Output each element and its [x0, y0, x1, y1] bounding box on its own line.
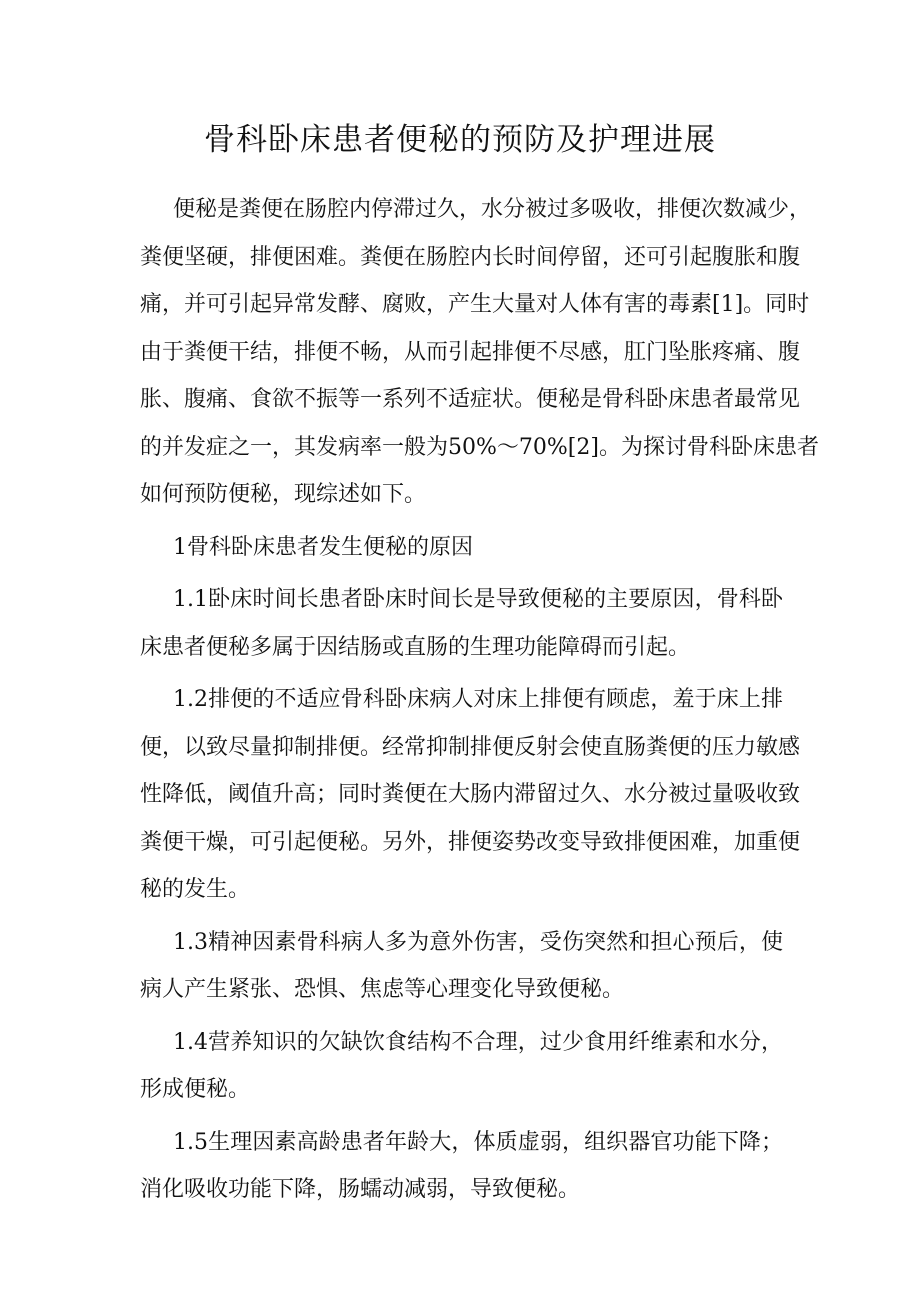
paragraph: [140, 186, 819, 519]
text-line: 便秘是粪便在肠腔内停滞过久，水分被过多吸收，排便次数减少，: [173, 197, 812, 222]
text-line: 如何预防便秘，现综述如下。: [140, 482, 427, 507]
text-line: 1骨科卧床患者发生便秘的原因: [173, 534, 473, 560]
text-line: 秘的发生。: [140, 877, 251, 902]
text-line: 病人产生紧张、恐惧、焦虑等心理变化导致便秘。: [140, 977, 625, 1002]
paragraph: [140, 1019, 783, 1114]
text-line: 1.3精神因素骨科病人多为意外伤害，受伤突然和担心预后，使: [173, 929, 783, 955]
text-line: 便，以致尽量抑制排便。经常抑制排便反射会使直肠粪便的压力敏感: [140, 734, 801, 760]
text-line: 由于粪便干结，排便不畅，从而引起排便不尽感，肛门坠胀疼痛、腹: [140, 339, 801, 365]
text-line: 1.5生理因素高龄患者年龄大，体质虚弱，组织器官功能下降；: [173, 1129, 783, 1155]
text-line: 床患者便秘多属于因结肠或直肠的生理功能障碍而引起。: [140, 634, 691, 660]
text-line: 1.2排便的不适应骨科卧床病人对床上排便有顾虑，羞于床上排: [173, 687, 783, 712]
text-line: 胀、腹痛、食欲不振等一系列不适症状。便秘是骨科卧床患者最常见: [140, 387, 801, 412]
text-line: 1.4营养知识的欠缺饮食结构不合理，过少食用纤维素和水分，: [173, 1029, 783, 1055]
document-title: 骨科卧床患者便秘的预防及护理进展: [204, 122, 716, 158]
text-line: 粪便干燥，可引起便秘。另外，排便姿势改变导致排便困难，加重便: [140, 829, 801, 855]
text-line: 性降低，阈值升高；同时粪便在大肠内滞留过久、水分被过量吸收致: [140, 782, 801, 807]
document-body: [140, 186, 819, 1219]
text-line: 痛，并可引起异常发酵、腐败，产生大量对人体有害的毒素[1]。同时: [140, 292, 810, 317]
paragraph: [140, 919, 783, 1014]
text-line: 消化吸收功能下降，肠蠕动减弱，导致便秘。: [140, 1177, 581, 1202]
paragraph: [140, 676, 801, 914]
paragraph: [140, 524, 783, 572]
paragraph: [140, 1119, 783, 1214]
paragraph: [140, 576, 783, 671]
text-line: 粪便坚硬，排便困难。粪便在肠腔内长时间停留，还可引起腹胀和腹: [140, 244, 801, 270]
text-line: 的并发症之一，其发病率一般为50%～70%[2]。为探讨骨科卧床患者: [140, 434, 819, 460]
text-line: 形成便秘。: [140, 1077, 251, 1102]
text-line: 1.1卧床时间长患者卧床时间长是导致便秘的主要原因，骨科卧: [173, 587, 783, 612]
